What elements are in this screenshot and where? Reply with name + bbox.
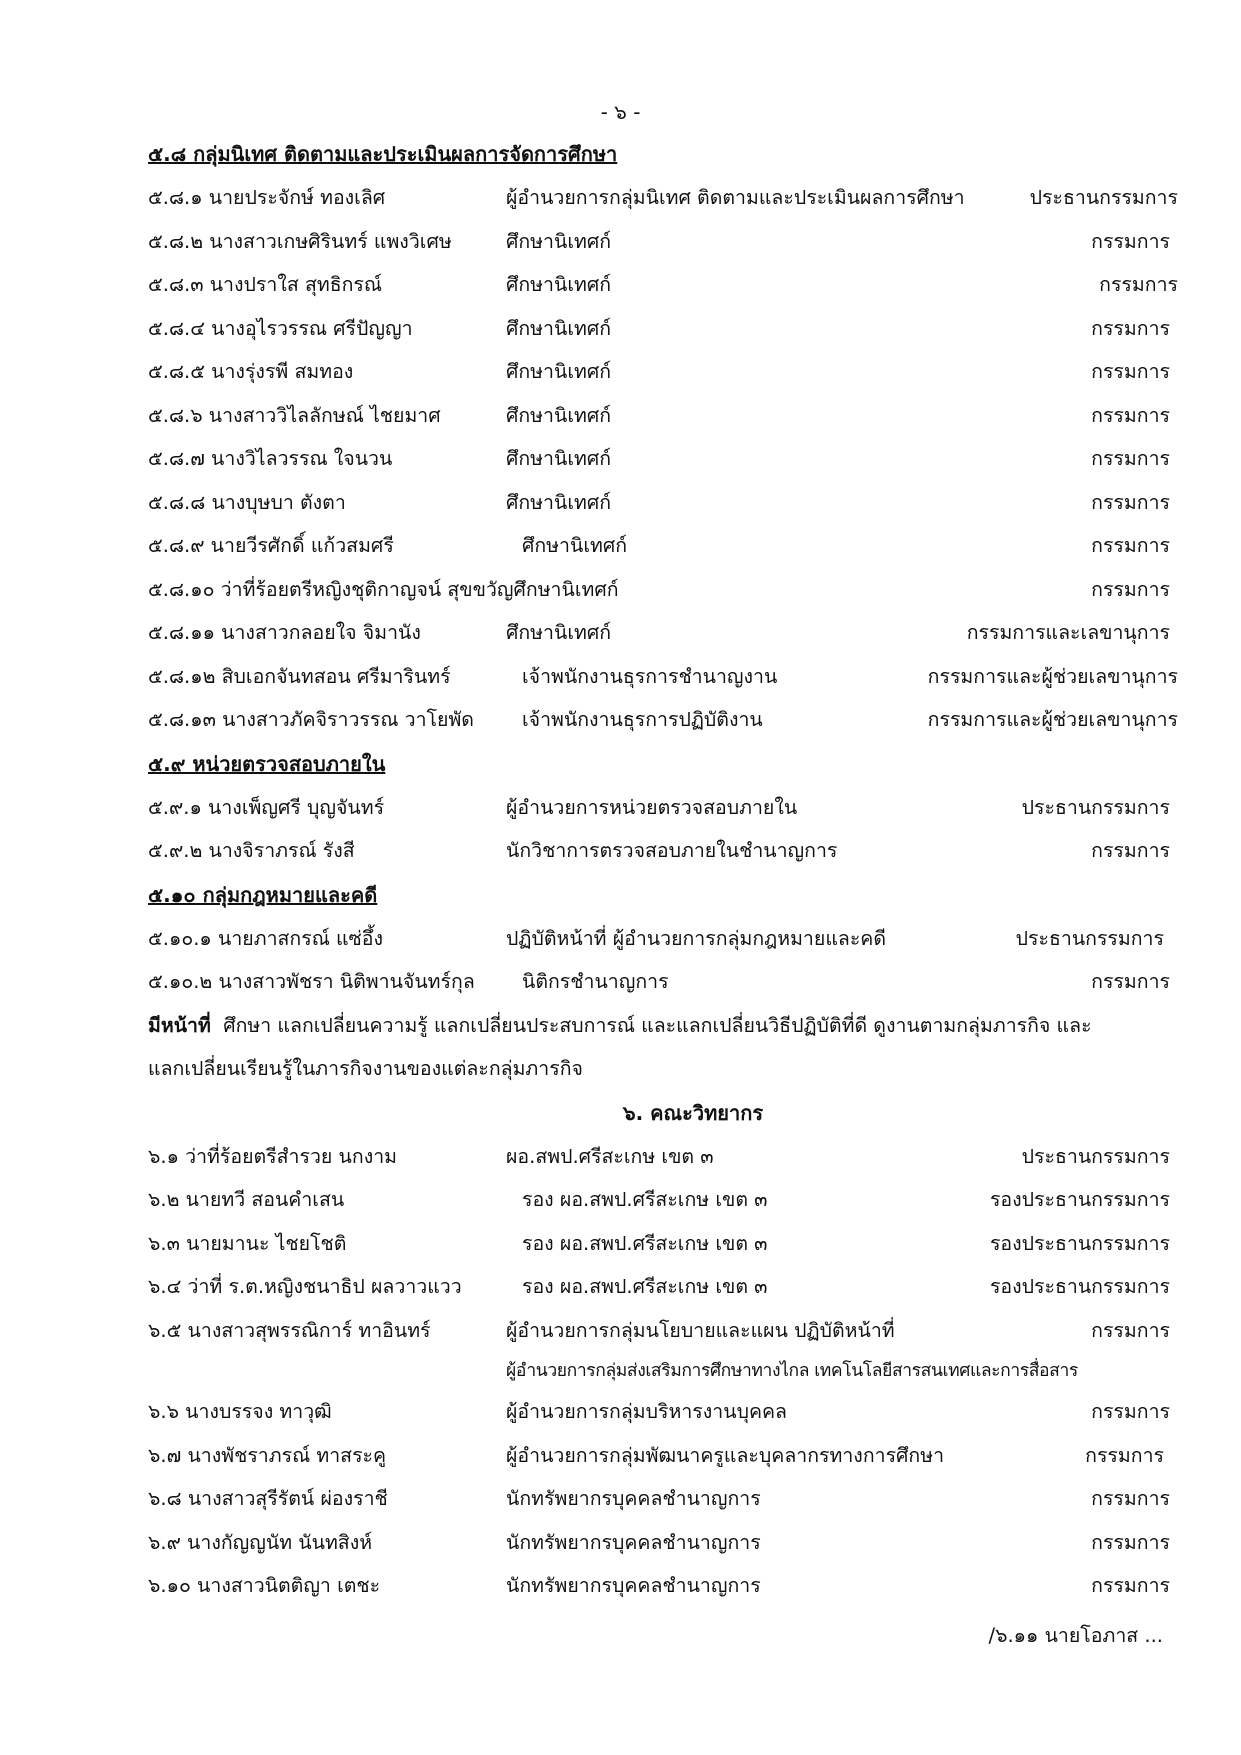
member-role: ประธานกรรมการ [1029, 186, 1178, 209]
member-row [148, 829, 1178, 873]
member-position: ศึกษานิเทศก์ [506, 316, 612, 340]
member-row [148, 350, 1178, 394]
member-row [148, 220, 1178, 264]
member-position: นักทรัพยากรบุคคลชำนาญการ [506, 1530, 761, 1554]
member-row [148, 1434, 1178, 1478]
member-row [148, 263, 1178, 307]
member-position: ผอ.สพป.ศรีสะเกษ เขต ๓ [506, 1144, 714, 1168]
member-row [148, 1309, 1178, 1353]
member-name: ๕.๘.๑๑ นางสาวกลอยใจ จิมานัง [148, 621, 421, 644]
member-name: ๖.๑ ว่าที่ร้อยตรีสำรวย นกงาม [148, 1144, 398, 1168]
member-row [148, 524, 1178, 568]
member-name: ๖.๒ นายทวี สอนคำเสน [148, 1188, 345, 1211]
member-name: ๖.๖ นางบรรจง ทาวุฒิ [148, 1400, 332, 1423]
member-name: ๕.๘.๑๐ ว่าที่ร้อยตรีหญิงชุติกาญจน์ สุขขวัญศึกษานิเทศก์ [148, 577, 619, 601]
member-name: ๕.๙.๑ นางเพ็ญศรี บุญจันทร์ [148, 795, 385, 819]
member-row [148, 481, 1178, 525]
member-row [148, 1222, 1178, 1266]
member-name: ๖.๓ นายมานะ ไชยโชติ [148, 1231, 347, 1255]
member-position: ศึกษานิเทศก์ [506, 403, 612, 427]
member-row [148, 394, 1178, 438]
committee-title: ๖. คณะวิทยากร [622, 1100, 764, 1125]
member-role: กรรมการ [1091, 1318, 1170, 1342]
continuation-note: /๖.๑๑ นายโอภาส ... [988, 1624, 1163, 1647]
duty-text-line2: แลกเปลี่ยนเรียนรู้ในภารกิจงานของแต่ละกลุ่มภารกิจ [148, 1057, 583, 1080]
member-position: ศึกษานิเทศก์ [506, 360, 612, 383]
member-row [148, 786, 1178, 830]
member-name: ๖.๘ นางสาวสุรีรัตน์ ผ่องราชี [148, 1487, 388, 1510]
member-row [148, 655, 1178, 699]
member-position-line2: ผู้อำนวยการกลุ่มส่งเสริมการศึกษาทางไกล เทคโนโลยีสารสนเทศและการสื่อสาร [506, 1361, 1078, 1381]
duty-label: มีหน้าที่ [148, 1013, 211, 1037]
member-role: กรรมการและผู้ช่วยเลขานุการ [927, 708, 1178, 731]
member-position: ผู้อำนวยการหน่วยตรวจสอบภายใน [506, 795, 798, 819]
member-role: กรรมการ [1091, 447, 1170, 470]
member-role: กรรมการ [1091, 490, 1170, 514]
member-name: ๕.๘.๘ นางบุษบา ตังตา [148, 490, 346, 514]
member-row [148, 307, 1178, 351]
duty-paragraph [148, 1004, 1178, 1091]
member-name: ๖.๔ ว่าที่ ร.ต.หญิงชนาธิป ผลวาวแวว [148, 1275, 462, 1298]
section-5-8 [148, 132, 1178, 742]
member-row [148, 917, 1178, 961]
member-position: ผู้อำนวยการกลุ่มบริหารงานบุคคล [506, 1400, 787, 1423]
member-role: รองประธานกรรมการ [989, 1275, 1170, 1298]
member-name: ๕.๘.๙ นายวีรศักดิ์ แก้วสมศรี [148, 534, 394, 557]
member-name: ๕.๑๐.๑ นายภาสกรณ์ แซ่อึ้ง [148, 926, 384, 950]
member-name: ๕.๘.๗ นางวิไลวรรณ ใจนวน [148, 447, 393, 470]
member-role: กรรมการ [1091, 577, 1170, 601]
section-6-speakers [148, 1091, 1178, 1608]
page-number: - ๖ - [600, 100, 641, 124]
member-row [148, 1477, 1178, 1521]
section-5-9 [148, 742, 1178, 873]
member-row [148, 1390, 1178, 1434]
member-role: กรรมการ [1091, 534, 1170, 557]
member-role: กรรมการ [1091, 1530, 1170, 1554]
member-row [148, 1265, 1178, 1309]
member-position: ปฏิบัติหน้าที่ ผู้อำนวยการกลุ่มกฎหมายและคดี [506, 926, 887, 950]
member-name: ๖.๙ นางกัญญนัท นันทสิงห์ [148, 1530, 373, 1554]
member-role: รองประธานกรรมการ [989, 1231, 1170, 1255]
member-name: ๕.๘.๑ นายประจักษ์ ทองเลิศ [148, 186, 386, 209]
member-position: รอง ผอ.สพป.ศรีสะเกษ เขต ๓ [522, 1275, 768, 1298]
member-name: ๕.๘.๕ นางรุ่งรพี สมทอง [148, 360, 354, 383]
member-name: ๕.๙.๒ นางจิราภรณ์ รังสี [148, 839, 355, 862]
member-role: กรรมการ [1091, 229, 1170, 253]
member-row [148, 1135, 1178, 1179]
member-position: รอง ผอ.สพป.ศรีสะเกษ เขต ๓ [522, 1231, 768, 1255]
member-name: ๖.๗ นางพัชราภรณ์ ทาสระคู [148, 1443, 387, 1467]
member-name: ๕.๘.๑๓ นางสาวภัคจิราวรรณ วาโยพัด [148, 708, 474, 731]
member-row [148, 1521, 1178, 1565]
member-position: ศึกษานิเทศก์ [506, 229, 612, 253]
member-role: ประธานกรรมการ [1015, 926, 1164, 950]
member-role: กรรมการ [1091, 839, 1170, 862]
member-row [148, 1564, 1178, 1608]
member-position: ศึกษานิเทศก์ [522, 534, 628, 557]
member-role: ประธานกรรมการ [1021, 795, 1170, 819]
member-position: นักทรัพยากรบุคคลชำนาญการ [506, 1574, 761, 1597]
member-position: นักวิชาการตรวจสอบภายในชำนาญการ [506, 839, 838, 862]
duty-text-line1: ศึกษา แลกเปลี่ยนความรู้ แลกเปลี่ยนประสบการณ์ และแลกเปลี่ยนวิธีปฏิบัติที่ดี ดูงานตามกลุ่มภารกิจ และ [210, 1013, 1092, 1037]
member-row [148, 437, 1178, 481]
member-row [148, 960, 1178, 1004]
member-name: ๕.๘.๓ นางปราใส สุทธิกรณ์ [148, 273, 382, 296]
section-heading: ๕.๑๐ กลุ่มกฎหมายและคดี [148, 882, 378, 907]
section-heading: ๕.๘ กลุ่มนิเทศ ติดตามและประเมินผลการจัดการศึกษา [148, 142, 618, 166]
member-position: นิติกรชำนาญการ [522, 970, 669, 993]
member-name: ๖.๕ นางสาวสุพรรณิการ์ ทาอินทร์ [148, 1318, 431, 1342]
member-role: กรรมการและผู้ช่วยเลขานุการ [927, 664, 1178, 688]
section-5-10 [148, 873, 1178, 1004]
member-role: ประธานกรรมการ [1021, 1144, 1170, 1168]
member-name: ๖.๑๐ นางสาวนิตติญา เตชะ [148, 1574, 381, 1597]
member-row [148, 1178, 1178, 1222]
member-role: กรรมการ [1085, 1443, 1164, 1467]
member-position: ศึกษานิเทศก์ [506, 490, 612, 514]
member-role: กรรมการ [1091, 1400, 1170, 1423]
member-position: เจ้าพนักงานธุรการปฏิบัติงาน [522, 708, 763, 731]
member-role: กรรมการ [1091, 403, 1170, 427]
member-row-continuation [148, 1352, 1178, 1390]
member-position: ศึกษานิเทศก์ [506, 273, 612, 296]
member-name: ๕.๘.๑๒ สิบเอกจันทสอน ศรีมารินทร์ [148, 664, 451, 688]
member-position: เจ้าพนักงานธุรการชำนาญงาน [522, 664, 778, 688]
member-role: กรรมการและเลขานุการ [966, 621, 1170, 644]
member-name: ๕.๘.๖ นางสาววิไลลักษณ์ ไชยมาศ [148, 403, 441, 427]
member-position: นักทรัพยากรบุคคลชำนาญการ [506, 1487, 761, 1510]
member-role: กรรมการ [1099, 273, 1178, 296]
member-position: ผู้อำนวยการกลุ่มนโยบายและแผน ปฏิบัติหน้าที่ [506, 1318, 895, 1342]
member-row [148, 568, 1178, 612]
member-position: ศึกษานิเทศก์ [506, 621, 612, 644]
member-name: ๕.๘.๔ นางอุไรวรรณ ศรีปัญญา [148, 316, 413, 340]
member-row [148, 176, 1178, 220]
member-role: กรรมการ [1091, 360, 1170, 383]
member-position: รอง ผอ.สพป.ศรีสะเกษ เขต ๓ [522, 1188, 768, 1211]
section-heading: ๕.๙ หน่วยตรวจสอบภายใน [148, 751, 386, 776]
member-role: รองประธานกรรมการ [989, 1188, 1170, 1211]
member-name: ๕.๘.๒ นางสาวเกษศิรินทร์ แพงวิเศษ [148, 229, 452, 253]
member-position: ผู้อำนวยการกลุ่มนิเทศ ติดตามและประเมินผลการศึกษา [506, 186, 965, 209]
document-body [148, 132, 1178, 1608]
member-position: ผู้อำนวยการกลุ่มพัฒนาครูและบุคลากรทางการศึกษา [506, 1443, 945, 1467]
member-role: กรรมการ [1091, 1487, 1170, 1510]
member-role: กรรมการ [1091, 970, 1170, 993]
member-role: กรรมการ [1091, 1574, 1170, 1597]
member-row [148, 698, 1178, 742]
member-row [148, 611, 1178, 655]
member-name: ๕.๑๐.๒ นางสาวพัชรา นิติพานจันทร์กุล [148, 970, 475, 993]
member-role: กรรมการ [1091, 316, 1170, 340]
member-position: ศึกษานิเทศก์ [506, 447, 612, 470]
